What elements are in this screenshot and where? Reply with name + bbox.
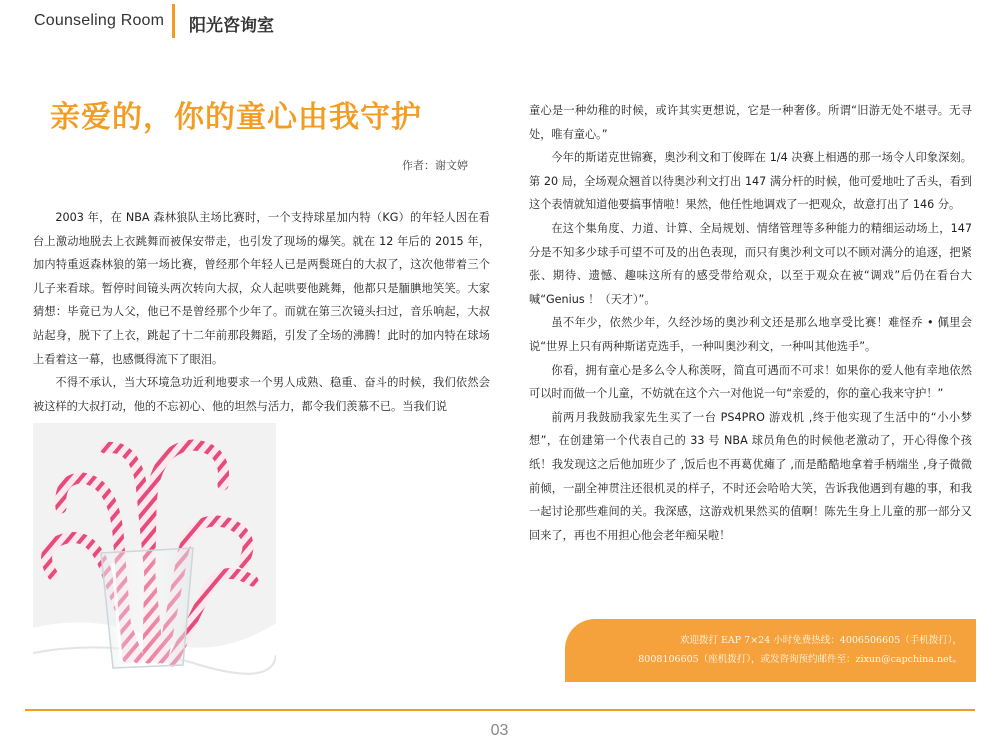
header-divider (172, 4, 175, 38)
hotline-line-2: 8008106605（座机拨打），或发咨询预约邮件至：zixun@capchina.net。 (638, 654, 962, 665)
article-paragraph: 前两月我鼓励我家先生买了一台 PS4PRO 游戏机 ,终于他实现了生活中的“小小梦想”，在创建第一个代表自己的 33 号 NBA 球员角色的时候他老激动了，开心得像个孩纸！我发现这之后他加班少了 ,饭后也不再葛优瘫了 ,而是酷酷地拿着手柄端坐 ,身子微微前倾，一副全神贯注还很机灵的样子，不时还会哈哈大笑，告诉我他遇到有趣的事，和我一起讨论那些难间的关。我深感，这游戏机果然买的值啊！陈先生身上儿童的那一部分又回来了，再也不用担心他会老年痴呆啦！ (529, 410, 972, 542)
article-left-column (33, 206, 490, 418)
article-paragraph: 虽不年少，依然少年，久经沙场的奥沙利文还是那么地享受比赛！难怪乔 • 佩里会说“世界上只有两种斯诺克选手，一种叫奥沙利文，一种叫其他选手”。 (529, 316, 972, 353)
article-right-column (529, 99, 972, 547)
hotline-line-1: 欢迎拨打 EAP 7×24 小时免费热线：4006506605（手机拨打）， (679, 635, 962, 646)
article-paragraph: 今年的斯诺克世锦赛，奥沙利文和丁俊晖在 1/4 决赛上相遇的那一场令人印象深刻。第 20 局，全场观众翘首以待奥沙利文打出 147 满分杆的时候，他可爱地吐了舌头，看到这个表情就知道他要搞事情啦！果然，他任性地调戏了一把观众，故意打出了 146 分。 (529, 151, 972, 212)
article-paragraph: 2003 年，在 NBA 森林狼队主场比赛时，一个支持球星加内特（KG）的年轻人因在看台上激动地脱去上衣跳舞而被保安带走，也引发了现场的爆笑。就在 12 年后的 2015 年，加内特重返森林狼的第一场比赛，曾经那个年轻人已是两鬓斑白的大叔了，这次他带着三个儿子来看球。暂停时间镜头两次转向大叔，众人起哄要他跳舞，他都只是腼腆地笑笑。大家猜想：毕竟已为人父，他已不是曾经那个少年了。而就在第三次镜头扫过，音乐响起，大叔站起身，脱下了上衣，跳起了十二年前那段舞蹈，引发了全场的沸腾！此时的加内特在球场上看着这一幕，也感慨得流下了眼泪。 (33, 211, 490, 366)
header-chinese-title: 阳光咨询室 (189, 16, 274, 36)
article-paragraph: 不得不承认，当大环境急功近利地要求一个男人成熟、稳重、奋斗的时候，我们依然会被这样的大叔打动，他的不忘初心、他的坦然与活力，都令我们羡慕不已。当我们说 (33, 376, 490, 413)
article-author: 作者：谢文婷 (402, 159, 468, 172)
article-paragraph: 你看，拥有童心是多么令人称羡呀，简直可遇而不可求！如果你的爱人他有幸地依然可以时而做一个儿童，不妨就在这个六一对他说一句“亲爱的，你的童心我来守护！” (529, 363, 972, 401)
page-header (0, 0, 999, 40)
article-paragraph: 童心是一种幼稚的时候，或许其实更想说，它是一种奢侈。所谓“旧游无处不堪寻。无寻处，唯有童心。” (529, 104, 972, 141)
header-english-title: Counseling Room (34, 12, 165, 29)
footer-divider (25, 709, 975, 711)
article-title: 亲爱的，你的童心由我守护 (50, 100, 422, 135)
hotline-banner (565, 619, 976, 682)
page-number: 03 (490, 722, 509, 739)
article-paragraph: 在这个集角度、力道、计算、全局规划、情绪管理等多种能力的精细运动场上，147 分是不知多少球手可望不可及的出色表现，而只有奥沙利文可以不顾对满分的追逐，把紧张、期待、遗憾、趣味这所有的感受带给观众，以至于观众在被“调戏”后仍在看台大喊“Genius ！（天才）”。 (529, 221, 972, 306)
candy-cane-photo (33, 423, 276, 678)
